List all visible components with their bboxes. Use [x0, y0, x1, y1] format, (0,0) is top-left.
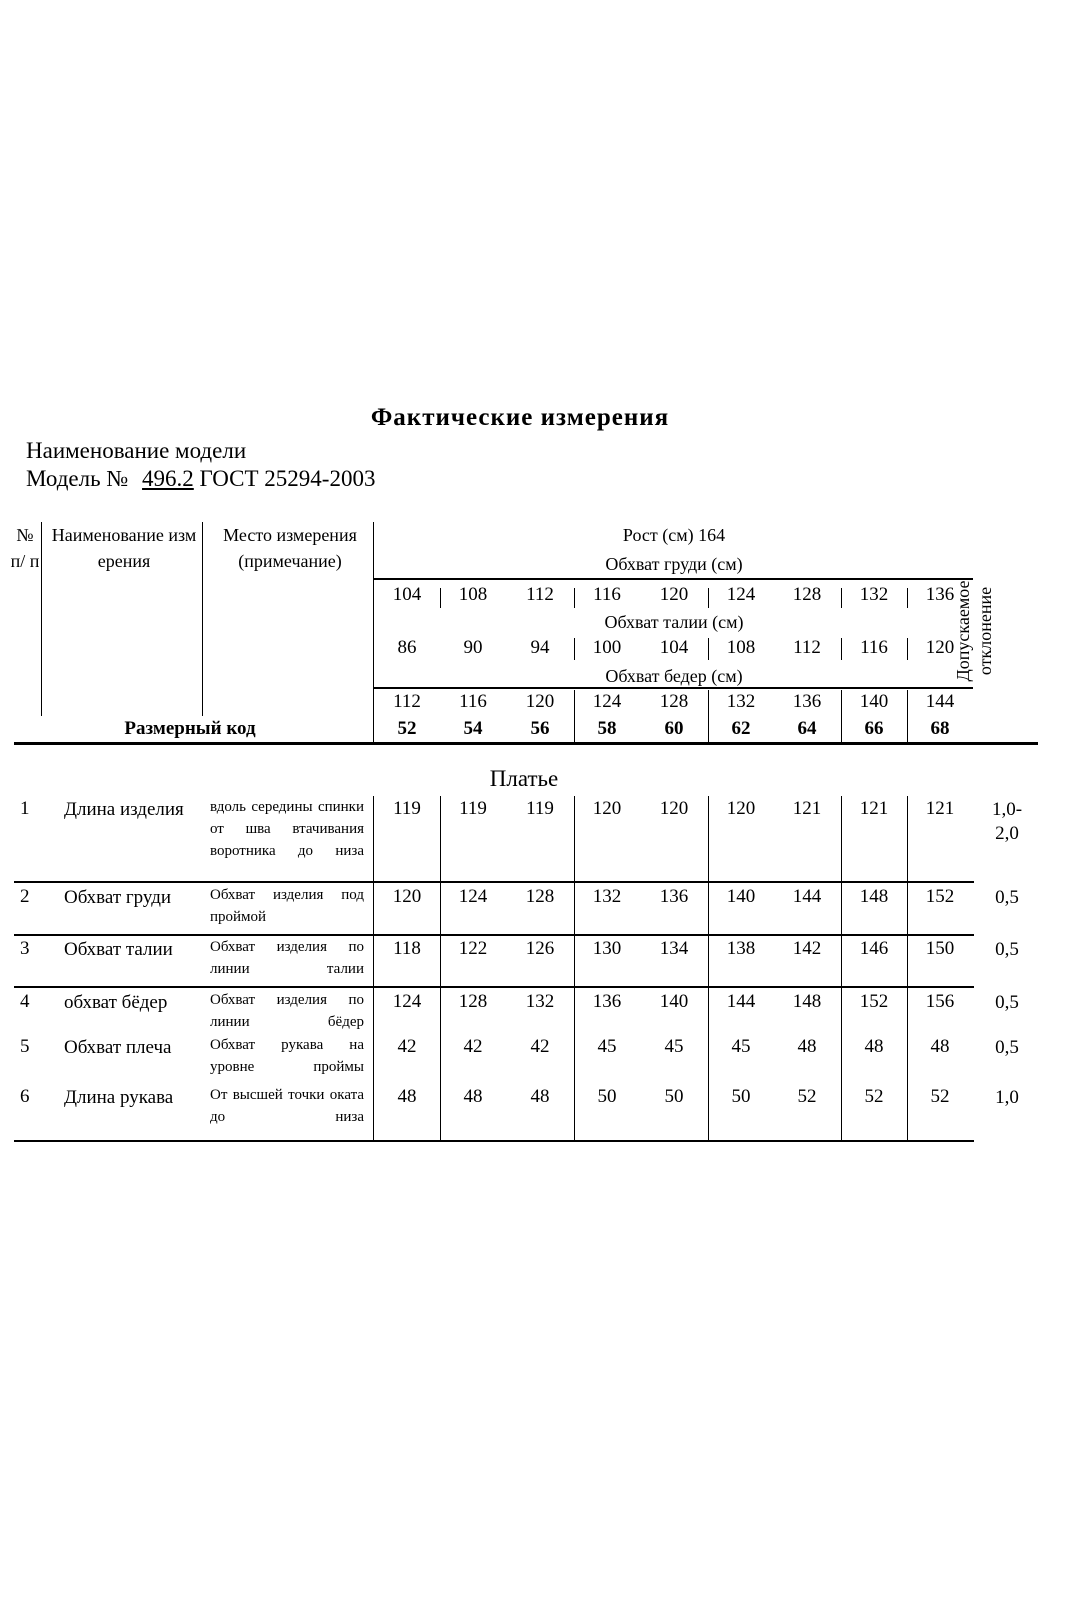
- row-value-1: 119: [459, 798, 487, 819]
- row-measure-name: Длина изделия: [64, 799, 184, 820]
- model-no-label: Модель №: [26, 466, 129, 491]
- row-value-5: 50: [731, 1086, 751, 1107]
- waist-value-1: 90: [463, 637, 483, 658]
- grid-line: [440, 588, 441, 608]
- row-value-4: 140: [659, 991, 689, 1012]
- row-value-4: 136: [659, 886, 689, 907]
- waist-value-3: 100: [592, 637, 622, 658]
- row-tolerance: 1,0: [995, 1087, 1019, 1108]
- row-value-0: 118: [393, 938, 421, 959]
- row-value-4: 120: [659, 798, 689, 819]
- row-value-6: 148: [792, 991, 822, 1012]
- row-value-2: 119: [526, 798, 554, 819]
- grid-line: [14, 934, 974, 936]
- row-value-0: 120: [392, 886, 422, 907]
- grid-line: [373, 522, 374, 744]
- row-measure-name: Обхват плеча: [64, 1037, 172, 1058]
- row-value-1: 128: [458, 991, 488, 1012]
- waist-value-0: 86: [397, 637, 417, 658]
- row-value-5: 140: [726, 886, 756, 907]
- grid-line: [574, 588, 575, 608]
- grid-line: [708, 638, 709, 660]
- hips-value-4: 128: [659, 691, 689, 712]
- hips-value-1: 116: [459, 691, 487, 712]
- gost: ГОСТ 25294-2003: [199, 466, 376, 491]
- row-place: Обхват изделия под проймой: [210, 887, 364, 925]
- row-place: Обхват рукава на уровне проймы: [210, 1037, 364, 1075]
- row-value-4: 134: [659, 938, 689, 959]
- grid-line: [841, 588, 842, 608]
- row-value-6: 142: [792, 938, 822, 959]
- header-num: № п/ п: [10, 525, 40, 571]
- row-tolerance: 0,5: [995, 1037, 1019, 1058]
- size-code-5: 62: [731, 718, 751, 739]
- hips-value-2: 120: [525, 691, 555, 712]
- grid-line: [841, 796, 842, 1141]
- grid-line: [373, 687, 973, 689]
- row-tolerance: 0,5: [995, 887, 1019, 908]
- hips-value-3: 124: [592, 691, 622, 712]
- header-chest: Обхват груди (см): [605, 554, 743, 574]
- size-code-4: 60: [664, 718, 684, 739]
- grid-line: [907, 796, 908, 1141]
- grid-line: [14, 986, 974, 988]
- row-value-2: 128: [525, 886, 555, 907]
- size-code-0: 52: [397, 718, 417, 739]
- chest-value-2: 112: [526, 584, 554, 605]
- header-separator: [14, 742, 1038, 745]
- row-value-5: 45: [731, 1036, 751, 1057]
- grid-line: [202, 522, 203, 716]
- row-value-8: 52: [930, 1086, 950, 1107]
- row-place: Обхват изделия по линии талии: [210, 939, 364, 977]
- grid-line: [907, 588, 908, 608]
- row-tolerance: 1,0-2,0: [991, 799, 1023, 844]
- row-value-2: 126: [525, 938, 555, 959]
- row-value-3: 120: [592, 798, 622, 819]
- hips-value-0: 112: [393, 691, 421, 712]
- row-value-7: 148: [859, 886, 889, 907]
- row-value-5: 144: [726, 991, 756, 1012]
- row-value-8: 121: [925, 798, 955, 819]
- header-place: Место измерения (примечание): [223, 525, 357, 571]
- grid-line: [14, 1140, 974, 1142]
- waist-value-4: 104: [659, 637, 689, 658]
- grid-line: [440, 796, 441, 1141]
- grid-line: [41, 522, 42, 716]
- row-value-3: 45: [597, 1036, 617, 1057]
- row-number: 6: [20, 1086, 30, 1107]
- header-waist: Обхват талии (см): [604, 612, 744, 632]
- row-value-8: 152: [925, 886, 955, 907]
- row-value-3: 50: [597, 1086, 617, 1107]
- row-value-3: 136: [592, 991, 622, 1012]
- hips-value-8: 144: [925, 691, 955, 712]
- size-code-7: 66: [864, 718, 884, 739]
- row-value-7: 146: [859, 938, 889, 959]
- grid-line: [373, 578, 973, 580]
- header-hips: Обхват бедер (см): [605, 666, 743, 686]
- model-no: 496.2: [142, 466, 194, 491]
- waist-value-2: 94: [530, 637, 550, 658]
- row-value-1: 48: [463, 1086, 483, 1107]
- row-number: 1: [20, 798, 30, 819]
- row-value-4: 45: [664, 1036, 684, 1057]
- row-value-0: 42: [397, 1036, 417, 1057]
- row-value-6: 121: [792, 798, 822, 819]
- row-value-5: 138: [726, 938, 756, 959]
- grid-line: [574, 796, 575, 1141]
- row-value-0: 119: [393, 798, 421, 819]
- section-title: Платье: [489, 766, 559, 791]
- chest-value-8: 136: [925, 584, 955, 605]
- row-value-3: 132: [592, 886, 622, 907]
- row-place: Обхват изделия по линии бёдер: [210, 992, 364, 1030]
- hips-value-7: 140: [859, 691, 889, 712]
- row-value-0: 48: [397, 1086, 417, 1107]
- row-value-1: 124: [458, 886, 488, 907]
- grid-line: [708, 796, 709, 1141]
- row-value-7: 52: [864, 1086, 884, 1107]
- chest-value-6: 128: [792, 584, 822, 605]
- size-code-3: 58: [597, 718, 617, 739]
- hips-value-6: 136: [792, 691, 822, 712]
- grid-line: [574, 690, 575, 742]
- chest-value-1: 108: [458, 584, 488, 605]
- row-value-8: 150: [925, 938, 955, 959]
- row-value-8: 156: [925, 991, 955, 1012]
- size-code-label: Размерный код: [124, 718, 256, 739]
- row-value-7: 48: [864, 1036, 884, 1057]
- model-name-label: Наименование модели: [26, 438, 247, 463]
- row-value-6: 48: [797, 1036, 817, 1057]
- waist-value-7: 116: [860, 637, 888, 658]
- row-number: 2: [20, 886, 30, 907]
- row-value-6: 144: [792, 886, 822, 907]
- chest-value-4: 120: [659, 584, 689, 605]
- grid-line: [708, 690, 709, 742]
- grid-line: [841, 690, 842, 742]
- chest-value-7: 132: [859, 584, 889, 605]
- grid-line: [907, 690, 908, 742]
- row-number: 5: [20, 1036, 30, 1057]
- grid-line: [708, 588, 709, 608]
- row-place: вдоль середины спинки от шва втачивания воротника до низа: [210, 799, 364, 859]
- row-value-2: 42: [530, 1036, 550, 1057]
- row-measure-name: Длина рукава: [64, 1087, 174, 1108]
- row-value-2: 48: [530, 1086, 550, 1107]
- row-measure-name: обхват бёдер: [64, 992, 168, 1013]
- row-value-5: 120: [726, 798, 756, 819]
- grid-line: [907, 638, 908, 660]
- waist-value-6: 112: [793, 637, 821, 658]
- chest-value-3: 116: [593, 584, 621, 605]
- grid-line: [574, 638, 575, 660]
- row-value-1: 122: [458, 938, 488, 959]
- row-value-4: 50: [664, 1086, 684, 1107]
- size-code-6: 64: [797, 718, 817, 739]
- row-value-8: 48: [930, 1036, 950, 1057]
- size-code-1: 54: [463, 718, 483, 739]
- chest-value-0: 104: [392, 584, 422, 605]
- header-measure-name: Наименование измерения: [51, 525, 197, 571]
- header-tolerance: Допускаемое отклонение: [953, 580, 995, 682]
- chest-value-5: 124: [726, 584, 756, 605]
- hips-value-5: 132: [726, 691, 756, 712]
- row-value-0: 124: [392, 991, 422, 1012]
- row-number: 3: [20, 938, 30, 959]
- row-place: От высшей точки оката до низа: [210, 1087, 364, 1125]
- size-code-2: 56: [530, 718, 550, 739]
- row-value-7: 152: [859, 991, 889, 1012]
- row-number: 4: [20, 991, 30, 1012]
- row-measure-name: Обхват талии: [64, 939, 173, 960]
- row-value-1: 42: [463, 1036, 483, 1057]
- row-value-3: 130: [592, 938, 622, 959]
- header-height: Рост (см) 164: [622, 525, 726, 545]
- row-tolerance: 0,5: [995, 992, 1019, 1013]
- row-tolerance: 0,5: [995, 939, 1019, 960]
- grid-line: [841, 638, 842, 660]
- document-title: Фактические измерения: [370, 404, 670, 431]
- size-code-8: 68: [930, 718, 950, 739]
- row-value-7: 121: [859, 798, 889, 819]
- row-value-2: 132: [525, 991, 555, 1012]
- row-measure-name: Обхват груди: [64, 887, 172, 908]
- grid-line: [373, 796, 374, 1141]
- row-value-6: 52: [797, 1086, 817, 1107]
- waist-value-8: 120: [925, 637, 955, 658]
- model-number-line: [26, 466, 375, 492]
- grid-line: [14, 881, 974, 883]
- waist-value-5: 108: [726, 637, 756, 658]
